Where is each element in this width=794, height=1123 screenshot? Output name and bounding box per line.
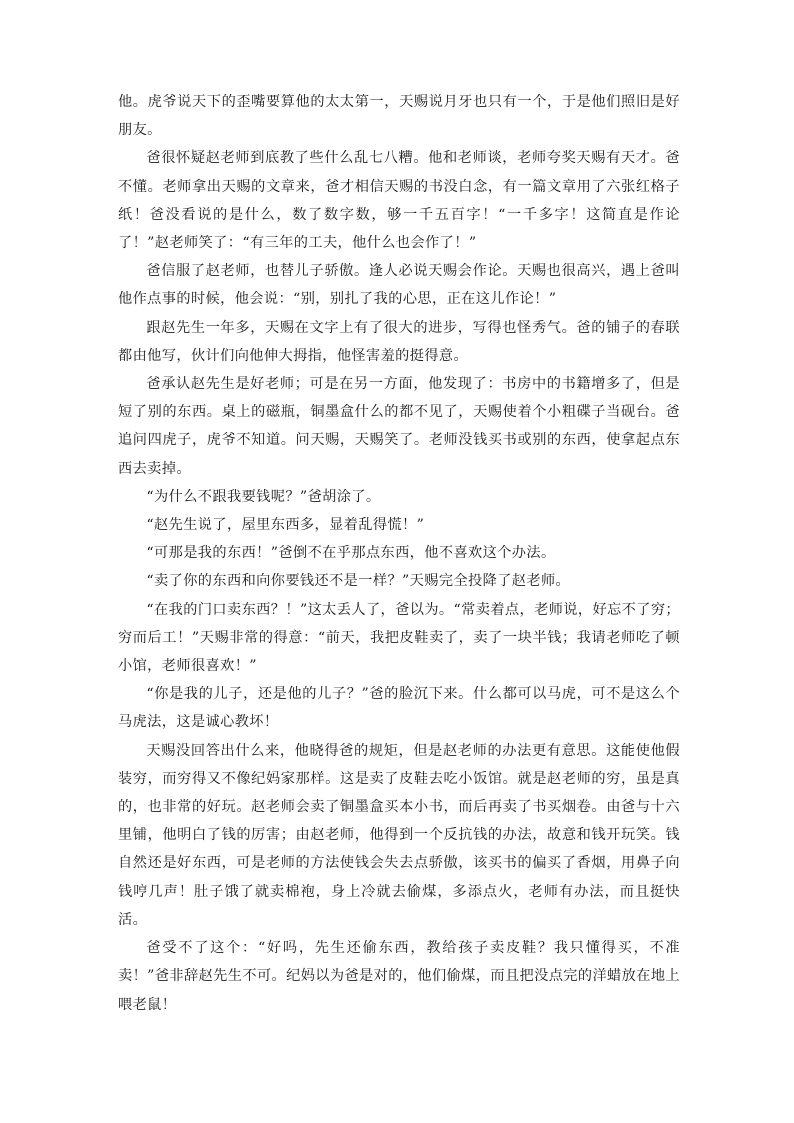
paragraph-3: 爸信服了赵老师，也替儿子骄傲。逢人必说天赐会作论。天赐也很高兴，遇上爸叫他作点事的时候，他会说：“别，别扎了我的心思，正在这儿作论！” (118, 263, 680, 308)
paragraph-7: “赵先生说了，屋里东西多，显着乱得慌！” (146, 517, 425, 534)
paragraph-2: 爸很怀疑赵老师到底教了些什么乱七八糟。他和老师谈，老师夸奖天赐有天才。爸不懂。老师拿出天赐的文章来，爸才相信天赐的书没白念，有一篇文章用了六张红格子纸！爸没看说的是什么，数了数字数，够一千五百字！“一千多字！这简直是作论了！”赵老师笑了：“有三年的工夫，他什么也会作了！” (118, 150, 680, 252)
paragraph-5: 爸承认赵先生是好老师；可是在另一方面，他发现了：书房中的书籍增多了，但是短了别的东西。桌上的磁瓶，铜墨盒什么的都不见了，天赐使着个小粗碟子当砚台。爸追问四虎子，虎爷不知道。问天赐，天赐笑了。老师没钱买书或别的东西，使拿起点东西去卖掉。 (118, 376, 680, 477)
body-text (118, 88, 680, 1019)
paragraph-9: “卖了你的东西和向你要钱还不是一样？”天赐完全投降了赵老师。 (146, 573, 571, 590)
paragraph-13: 爸受不了这个：“好吗，先生还偷东西，教给孩子卖皮鞋？我只懂得买，不准卖！”爸非辞赵先生不可。纪妈以为爸是对的，他们偷煤，而且把没点完的洋蜡放在地上喂老鼠！ (118, 940, 680, 1013)
paragraph-10: “在我的门口卖东西？！”这太丢人了，爸以为。“常卖着点，老师说，好忘不了穷；穷而后工！”天赐非常的得意：“前天，我把皮鞋卖了，卖了一块半钱；我请老师吃了顿小馆，老师很喜欢！” (118, 601, 680, 675)
paragraph-12: 天赐没回答出什么来，他晓得爸的规矩，但是赵老师的办法更有意思。这能使他假装穷，而穷得又不像纪妈家那样。这是卖了皮鞋去吃小饭馆。就是赵老师的穷，虽是真的，也非常的好玩。赵老师会卖了铜墨盒买本小书，而后再卖了书买烟卷。由爸与十六里铺，他明白了钱的厉害；由赵老师，他得到一个反抗钱的办法，故意和钱开玩笑。钱自然还是好东西，可是老师的方法使钱会失去点骄傲，该买书的偏买了香烟，用鼻子向钱哼几声！肚子饿了就卖棉袍，身上冷就去偷煤，多添点火，老师有办法，而且挺快活。 (118, 742, 680, 928)
paragraph-8: “可那是我的东西！”爸倒不在乎那点东西，他不喜欢这个办法。 (146, 545, 556, 562)
paragraph-4: 跟赵先生一年多，天赐在文字上有了很大的进步，写得也怪秀气。爸的铺子的春联都由他写，伙计们向他伸大拇指，他怪害羞的挺得意。 (118, 319, 680, 364)
paragraph-11: “你是我的儿子，还是他的儿子？”爸的脸沉下来。什么都可以马虎，可不是这么个马虎法，这是诚心教坏！ (118, 686, 680, 731)
paragraph-1: 他。虎爷说天下的歪嘴要算他的太太第一，天赐说月牙也只有一个，于是他们照旧是好朋友。 (118, 94, 680, 139)
paragraph-6: “为什么不跟我要钱呢？”爸胡涂了。 (146, 488, 381, 505)
